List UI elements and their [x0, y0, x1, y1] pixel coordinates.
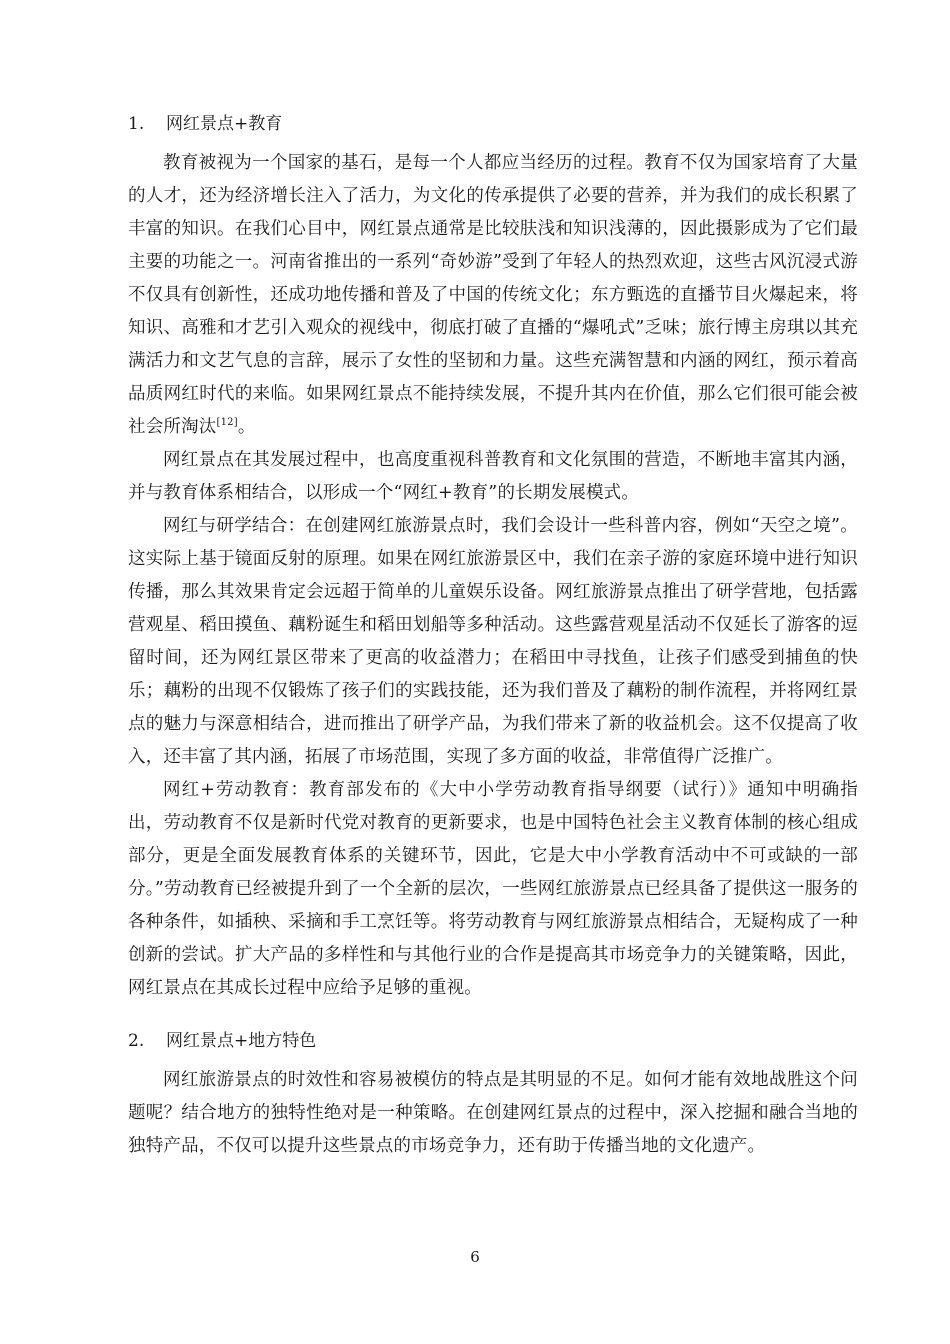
paragraph-1-3: 网红与研学结合：在创建网红旅游景点时，我们会设计一些科普内容，例如“天空之境”。这实际上基于镜面反射的原理。如果在网红旅游景区中，我们在亲子游的家庭环境中进行知识传播，那么其效果肯定会远超于简单的儿童娱乐设备。网红旅游景点推出了研学营地，包括露营观星、稻田摸鱼、藕粉诞生和稻田划船等多种活动。这些露营观星活动不仅延长了游客的逗留时间，还为网红景区带来了更高的收益潜力；在稻田中寻找鱼，让孩子们感受到捕鱼的快乐；藕粉的出现不仅锻炼了孩子们的实践技能，还为我们普及了藕粉的制作流程，并将网红景点的魅力与深意相结合，进而推出了研学产品，为我们带来了新的收益机会。这不仅提高了收入，还丰富了其内涵，拓展了市场范围，实现了多方面的收益，非常值得广泛推广。: [128, 516, 858, 767]
citation-marker: [12]: [216, 417, 238, 429]
section-heading-2: [128, 1025, 858, 1058]
paragraph-1-4: 网红+劳动教育：教育部发布的《大中小学劳动教育指导纲要（试行）》通知中明确指出，劳动教育不仅是新时代党对教育的更新要求，也是中国特色社会主义教育体制的核心组成部分，更是全面发展教育体系的关键环节，因此，它是大中小学教育活动中不可或缺的一部分。”劳动教育已经被提升到了一个全新的层次，一些网红旅游景点已经具备了提供这一服务的各种条件，如插秧、采摘和手工烹饪等。将劳动教育与网红旅游景点相结合，无疑构成了一种创新的尝试。扩大产品的多样性和与其他行业的合作是提高其市场竞争力的关键策略，因此，网红景点在其成长过程中应给予足够的重视。: [128, 780, 858, 998]
page-number: 6: [470, 1248, 480, 1266]
paragraph-1-1-tail: 。: [237, 417, 256, 437]
paragraph-1-1: [128, 147, 858, 444]
paragraph-2-1: 网红旅游景点的时效性和容易被模仿的特点是其明显的不足。如何才能有效地战胜这个问题呢？结合地方的独特性绝对是一种策略。在创建网红景点的过程中，深入挖掘和融合当地的独特产品，不仅可以提升这些景点的市场竞争力，还有助于传播当地的文化遗产。: [128, 1070, 858, 1156]
section-number-1: 1.: [128, 114, 145, 134]
section-title-1: 网红景点+教育: [166, 114, 283, 134]
section-number-2: 2.: [128, 1031, 145, 1051]
paragraph-1-1-text: 教育被视为一个国家的基石，是每一个人都应当经历的过程。教育不仅为国家培育了大量的人才，还为经济增长注入了活力，为文化的传承提供了必要的营养，并为我们的成长积累了丰富的知识。在我们心目中，网红景点通常是比较肤浅和知识浅薄的，因此摄影成为了它们最主要的功能之一。河南省推出的一系列“奇妙游”受到了年轻人的热烈欢迎，这些古风沉浸式游不仅具有创新性，还成功地传播和普及了中国的传统文化；东方甄选的直播节目火爆起来，将知识、高雅和才艺引入观众的视线中，彻底打破了直播的“爆吼式”乏味；旅行博主房琪以其充满活力和文艺气息的言辞，展示了女性的坚韧和力量。这些充满智慧和内涵的网红，预示着高品质网红时代的来临。如果网红景点不能持续发展，不提升其内在价值，那么它们很可能会被社会所淘汰: [128, 153, 858, 437]
page-content: [128, 108, 858, 1163]
paragraph-1-2: 网红景点在其发展过程中，也高度重视科普教育和文化氛围的营造，不断地丰富其内涵，并与教育体系相结合，以形成一个“网红+教育”的长期发展模式。: [128, 450, 858, 503]
section-heading-1: [128, 108, 858, 141]
section-title-2: 网红景点+地方特色: [166, 1031, 317, 1051]
